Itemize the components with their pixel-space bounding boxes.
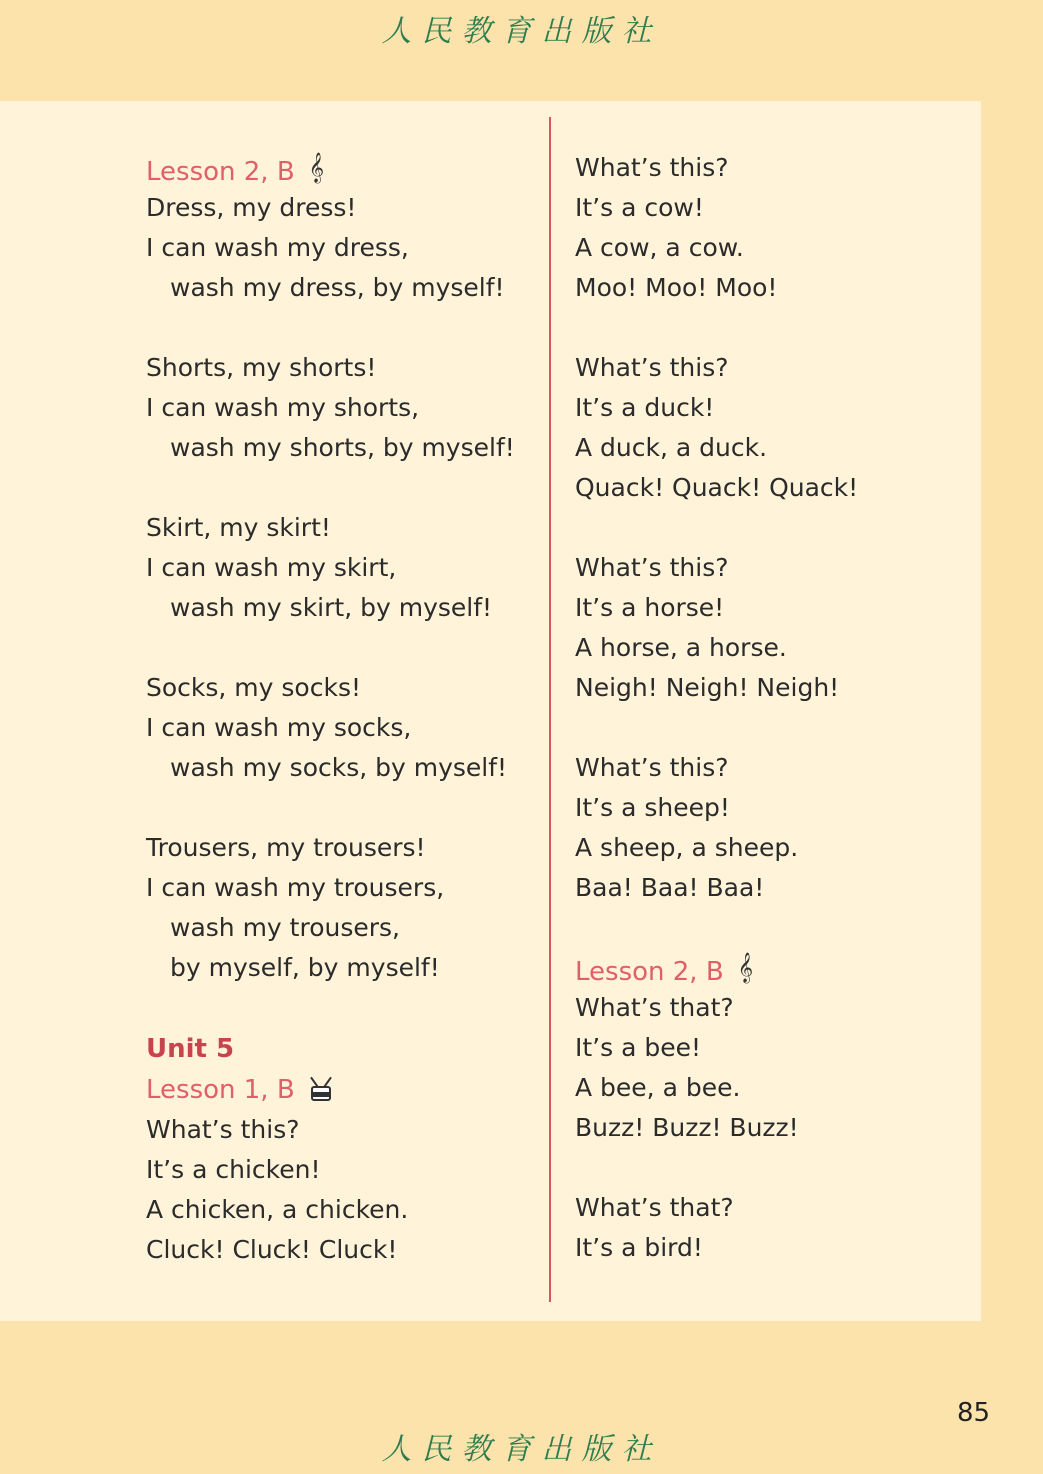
drum-icon <box>307 1076 335 1102</box>
song-line: Quack! Quack! Quack! <box>575 473 859 502</box>
song-line: Moo! Moo! Moo! <box>575 273 778 302</box>
song-line: by myself, by myself! <box>170 953 440 982</box>
song-line: It’s a duck! <box>575 393 715 422</box>
song-line: A chicken, a chicken. <box>146 1195 409 1224</box>
right-column <box>575 148 965 1268</box>
song-line: It’s a chicken! <box>146 1155 321 1184</box>
song-line: wash my skirt, by myself! <box>170 593 493 622</box>
song-line: It’s a horse! <box>575 593 725 622</box>
song-line: Buzz! Buzz! Buzz! <box>575 1113 799 1142</box>
song-line: wash my trousers, <box>170 913 401 942</box>
lesson-heading: Lesson 2, B 𝄞 <box>146 153 325 187</box>
song-line: Shorts, my shorts! <box>146 353 377 382</box>
song-line: What’s this? <box>575 753 729 782</box>
song-line: I can wash my socks, <box>146 713 412 742</box>
column-divider <box>549 117 551 1302</box>
song-line: What’s this? <box>575 353 729 382</box>
song-line: Baa! Baa! Baa! <box>575 873 765 902</box>
publisher-logo-top: 人民教育出版社 <box>381 14 662 49</box>
song-line: What’s this? <box>575 553 729 582</box>
song-line: It’s a cow! <box>575 193 704 222</box>
song-line: A duck, a duck. <box>575 433 768 462</box>
song-line: Cluck! Cluck! Cluck! <box>146 1235 398 1264</box>
song-line: It’s a bird! <box>575 1233 703 1262</box>
song-line: Skirt, my skirt! <box>146 513 331 542</box>
song-line: It’s a sheep! <box>575 793 730 822</box>
song-line: It’s a bee! <box>575 1033 702 1062</box>
song-line: A sheep, a sheep. <box>575 833 799 862</box>
song-line: I can wash my dress, <box>146 233 409 262</box>
song-line: Neigh! Neigh! Neigh! <box>575 673 840 702</box>
song-line: What’s that? <box>575 993 734 1022</box>
song-line: I can wash my shorts, <box>146 393 420 422</box>
song-line: Trousers, my trousers! <box>146 833 426 862</box>
left-column <box>146 148 536 1270</box>
song-line: A horse, a horse. <box>575 633 787 662</box>
song-line: What’s that? <box>575 1193 734 1222</box>
treble-clef-icon: 𝄞 <box>308 153 325 183</box>
unit-heading: Unit 5 <box>146 1034 235 1064</box>
song-line: I can wash my trousers, <box>146 873 445 902</box>
song-line: I can wash my skirt, <box>146 553 397 582</box>
treble-clef-icon: 𝄞 <box>737 953 754 983</box>
song-line: wash my socks, by myself! <box>170 753 508 782</box>
song-line: Dress, my dress! <box>146 193 357 222</box>
song-line: What’s this? <box>575 153 729 182</box>
song-line: Socks, my socks! <box>146 673 361 702</box>
song-line: wash my shorts, by myself! <box>170 433 515 462</box>
lesson-heading: Lesson 1, B <box>146 1070 536 1110</box>
song-line: A cow, a cow. <box>575 233 744 262</box>
song-line: A bee, a bee. <box>575 1073 741 1102</box>
song-line: What’s this? <box>146 1115 300 1144</box>
publisher-logo-bottom: 人民教育出版社 <box>381 1432 662 1467</box>
lesson-heading: Lesson 2, B 𝄞 <box>575 953 754 987</box>
song-line: wash my dress, by myself! <box>170 273 505 302</box>
page-number: 85 <box>957 1398 991 1428</box>
